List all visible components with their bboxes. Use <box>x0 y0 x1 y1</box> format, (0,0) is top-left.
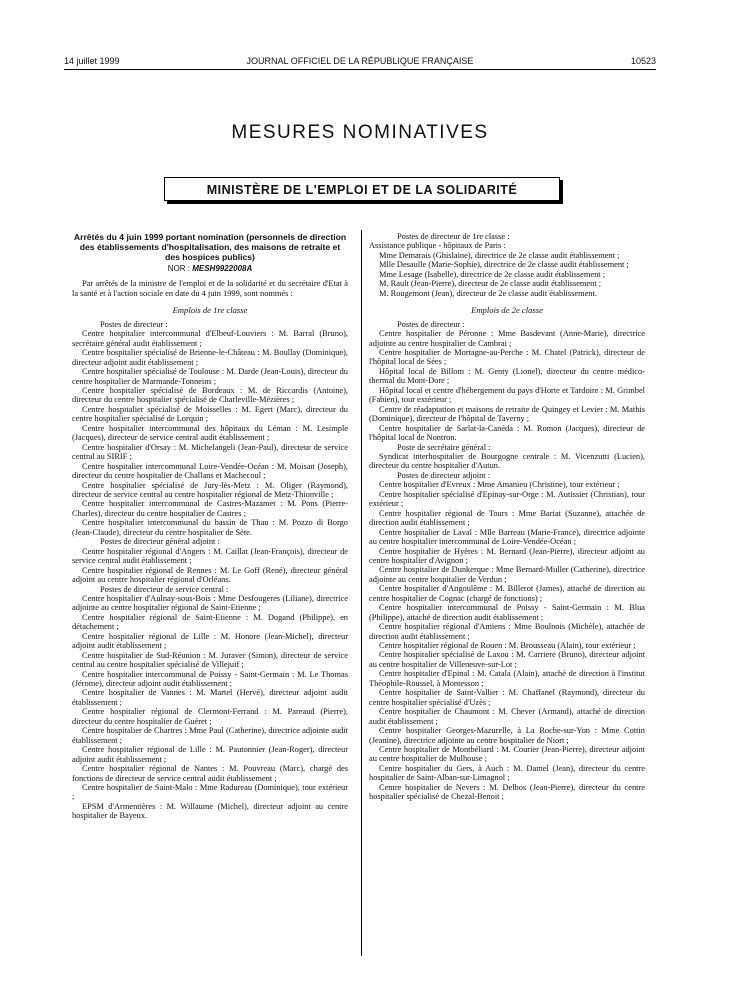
nomination-entry: Centre hospitalier de Laval : Mlle Barreau (Marie-France), directrice adjointe au centre hospitalier intercommunal de Loire-Vendée-Océan ; <box>369 527 645 547</box>
nomination-entry: Centre hospitalier régional de Rennes : M. Le Goff (René), directeur général adjoint au centre hospitalier régional d'Orléans. <box>72 565 348 585</box>
nomination-entry: Centre hospitalier spécialisé de Laxou : M. Carriere (Bruno), directeur adjoint au centre hospitalier de Villeneuve-sur-Lot ; <box>369 650 645 669</box>
header-journal-title: JOURNAL OFFICIEL DE LA RÉPUBLIQUE FRANÇAISE <box>246 56 474 66</box>
nomination-entry: Centre hospitalier spécialisé de Toulouse : M. Darde (Jean-Louis), directeur du centre hospitalier de Marmande-Tonneins ; <box>72 367 348 386</box>
entries-ap-hp <box>369 251 645 298</box>
subheading-directeur-service-central: Postes de directeur de service central : <box>100 584 229 594</box>
decree-intro: Par arrêtés de la ministre de l'emploi et de la solidarité et du secrétaire d'Etat à la santé et à l'action sociale en date du 4 juin 1999, sont nommés : <box>72 279 348 298</box>
nomination-entry: Centre hospitalier intercommunal de Castres-Mazamet : M. Pons (Pierre-Charles), directeur du centre hospitalier de Castres ; <box>72 499 348 518</box>
nomination-entry: Centre hospitalier intercommunal de Poissy - Saint-Germain : M. Le Thomas (Jérome), directeur adjoint audit établissement ; <box>72 669 348 689</box>
entries-directeur-adjoint <box>369 480 645 801</box>
nor-label: NOR : <box>167 264 190 273</box>
nomination-entry: Mlle Desaulle (Marie-Sophie), directrice de 2e classe audit établissement ; <box>379 260 629 270</box>
nomination-entry: Centre hospitalier intercommunal d'Elbeuf-Louviers : M. Barral (Bruno), secrétaire général audit établissement ; <box>72 329 348 348</box>
nomination-entry: Centre hospitalier de Vannes : M. Martel (Hervé), directeur adjoint audit établissement ; <box>72 688 348 707</box>
nomination-entry: Centre hospitalier de Sud-Réunion : M. Juraver (Simon), directeur de service central au centre hospitalier spécialisé de Villejuif ; <box>72 650 348 670</box>
entries-directeur-general-adjoint <box>72 547 348 585</box>
nomination-entry: Centre hospitalier intercommunal du bassin de Thau : M. Pozzo di Borgo (Jean-Claude), directeur du centre hospitalier de Sète. <box>72 518 348 537</box>
subheading-directeur-general-adjoint: Postes de directeur général adjoint : <box>100 537 220 547</box>
nomination-entry: Centre hospitalier de Péronne : Mme Basdevant (Anne-Marie), directrice adjointe au centre hospitalier de Cambrai ; <box>369 329 645 348</box>
nomination-entry: Centre hospitalier Georges-Mazurelle, à La Roche-sur-Yon : Mme Cottin (Jeanine), directrice adjointe au centre hospitalier de Niort ; <box>369 726 645 745</box>
nomination-entry: Mme Lesage (Isabelle), directrice de 2e classe audit établissement ; <box>379 269 606 279</box>
nomination-entry: Centre hospitalier régional de Saint-Etienne : M. Dugand (Philippe), en détachement ; <box>72 612 348 632</box>
nomination-entry: Centre hospitalier spécialisé de Moisselles : M. Egert (Marc), directeur du centre hospitalier spécialisé de Lorquin ; <box>72 404 348 424</box>
nomination-entry: Centre hospitalier intercommunal de Poissy - Saint-Germain : M. Blua (Philippe), attaché de direction audit établissement ; <box>369 603 645 622</box>
subheading-directeur: Postes de directeur : <box>100 319 168 329</box>
nomination-entry: Centre hospitalier de Hyères : M. Bernard (Jean-Pierre), directeur adjoint au centre hospitalier d'Avignon ; <box>369 546 645 565</box>
nomination-entry: Centre hospitalier régional d'Angers : M. Caillat (Jean-François), directeur de service central audit établissement ; <box>72 546 348 566</box>
nomination-entry: Centre hospitalier de Chartres : Mme Paul (Catherine), directrice adjointe audit établissement ; <box>72 726 348 745</box>
nomination-entry: Centre hospitalier de Saint-Malo : Mme Radureau (Dominique), tour extérieur ; <box>72 783 348 802</box>
nomination-entry: Centre hospitalier de Chaumont : M. Chever (Armand), attaché de direction audit établissement ; <box>369 707 645 726</box>
nomination-entry: EPSM d'Armentières : M. Willaume (Michel), directeur adjoint au centre hospitalier de Bayeux. <box>72 801 348 821</box>
nor-reference <box>72 264 348 273</box>
nomination-entry: Centre hospitalier d'Orsay : M. Michelangeli (Jean-Paul), directeur de service central au SIRIF ; <box>72 442 348 462</box>
subheading-secretaire-general: Poste de secrétaire général : <box>397 442 491 452</box>
nomination-entry: Centre hospitalier d'Evreux : Mme Amanieu (Christine), tour extérieur ; <box>379 480 620 490</box>
subheading-directeur-2e: Postes de directeur : <box>397 319 465 329</box>
ministry-banner: MINISTÈRE DE L'EMPLOI ET DE LA SOLIDARITÉ <box>164 177 560 201</box>
nomination-entry: Centre hospitalier de Saint-Vallier : M. Chaffanel (Raymond), directeur du centre hospitalier spécialisé d'Uzès ; <box>369 688 645 707</box>
nomination-entry: Centre hospitalier intercommunal des hôpitaux du Léman : M. Lesimple (Jacques), directeur de service central audit établissement ; <box>72 423 348 443</box>
ap-hp-label: Assistance publique - hôpitaux de Paris : <box>369 241 506 251</box>
nomination-entry: Centre hospitalier de Montbéliard : M. Courier (Jean-Pierre), directeur adjoint au centre hospitalier de Mulhouse ; <box>369 745 645 764</box>
nomination-entry: Hôpital local et centre d'hébergement du pays d'Horte et Tardoire : M. Grimbel (Fabien), tour extérieur ; <box>369 385 645 405</box>
nomination-entry: Centre hospitalier intercommunal Loire-Vendée-Océan : M. Moisan (Joseph), directeur du centre hospitalier de Challans et Machecoul ; <box>72 461 348 481</box>
nomination-entry: Centre hospitalier spécialisé de Jury-lès-Metz : M. Oliger (Raymond), directeur de service central au centre hospitalier régional de Metz-Thionville ; <box>72 480 348 499</box>
decree-title: Arrêtés du 4 juin 1999 portant nomination (personnels de direction des établissements d'hospitalisation, des maisons de retraite et des hospices publics) <box>73 232 347 262</box>
nomination-entry: Centre hospitalier régional de Lille : M. Pautonnier (Jean-Roger), directeur adjoint audit établissement ; <box>72 745 348 764</box>
nomination-entry: Mme Demarais (Ghislaine), directrice de 2e classe audit établissement ; <box>379 250 620 260</box>
page-header <box>64 56 656 68</box>
entries-directeur <box>72 329 348 537</box>
nomination-entry: Centre hospitalier de Nevers : M. Delbos (Jean-Pierre), directeur du centre hospitalier spécialisé de Chezal-Benoit ; <box>369 782 645 802</box>
column-divider <box>361 230 362 956</box>
entries-secretaire-general <box>369 452 645 471</box>
heading-emplois-1re-classe: Emplois de 1re classe <box>172 305 248 316</box>
nomination-entry: Centre hospitalier d'Aulnay-sous-Bois : Mme Desfougeres (Liliane), directrice adjointe au centre hospitalier régional de Saint-Etienne ; <box>72 593 348 613</box>
nomination-entry: Centre hospitalier de Mortagne-au-Perche : M. Chatel (Patrick), directeur de l'hôpital local de Sées ; <box>369 347 645 367</box>
subheading-directeur-adjoint: Postes de directeur adjoint : <box>397 470 491 480</box>
nomination-entry: Centre hospitalier spécialisé de Brienne-le-Château : M. Boullay (Dominique), directeur adjoint audit établissement ; <box>72 348 348 367</box>
nomination-entry: Centre hospitalier spécialisé de Bordeaux : M. de Riccardis (Antoine), directeur du centre hospitalier spécialisé de Charleville-Mézières ; <box>72 385 348 405</box>
nomination-entry: Centre hospitalier d'Angoulême : M. Billerot (James), attaché de direction au centre hospitalier de Cognac (chargé de fonctions) ; <box>369 584 645 603</box>
nomination-entry: Centre hospitalier régional de Clermont-Ferrand : M. Pareaud (Pierre), directeur du centre hospitalier de Guéret ; <box>72 707 348 726</box>
header-page-number: 10523 <box>630 56 656 66</box>
nomination-entry: Centre hospitalier spécialisé d'Epinay-sur-Orge : M. Autissier (Christian), tour extérieur ; <box>369 489 645 509</box>
nomination-entry: Syndicat interhospitalier de Bourgogne centrale : M. Vicenzutti (Lucien), directeur du centre hospitalier d'Autun. <box>369 451 645 471</box>
header-rule <box>64 69 656 70</box>
nomination-entry: Hôpital local de Billom : M. Genty (Lionel), directeur du centre médico-thermal du Mont-Dore ; <box>369 366 645 386</box>
nomination-entry: Centre hospitalier de Dunkerque : Mme Bernard-Muller (Catherine), directrice adjointe au centre hospitalier de Verdun ; <box>369 565 645 584</box>
nor-code: MESH9922008A <box>192 264 253 273</box>
nomination-entry: Centre hospitalier régional de Tours : Mme Bariat (Suzanne), attachée de direction audit établissement ; <box>369 508 645 528</box>
nomination-entry: Centre hospitalier régional d'Amiens : Mme Boulnois (Michèle), attachée de direction audit établissement ; <box>369 622 645 641</box>
nomination-entry: Centre hospitalier régional de Nantes : M. Pouvreau (Marc), chargé des fonctions de directeur de service central audit établissement ; <box>72 764 348 783</box>
header-date: 14 juillet 1999 <box>64 56 120 66</box>
entries-directeur-2e <box>369 329 645 442</box>
nomination-entry: Centre hospitalier régional de Lille : M. Honore (Jean-Michel), directeur adjoint audit établissement ; <box>72 631 348 651</box>
left-column <box>72 232 348 821</box>
entries-directeur-service-central <box>72 594 348 821</box>
subheading-directeur-1re-classe: Postes de directeur de 1re classe : <box>397 232 510 241</box>
right-column <box>369 232 645 802</box>
nomination-entry: Centre hospitalier d'Epinal : M. Catala (Alain), attaché de direction à l'institut Théophile-Roussel, à Montesson ; <box>369 669 645 688</box>
section-title: MESURES NOMINATIVES <box>231 122 489 143</box>
nomination-entry: Centre de réadaptation et maisons de retraite de Quingey et Levier : M. Mathis (Dominique), directeur de l'hôpital de Taverny ; <box>369 404 645 424</box>
nomination-entry: M. Rault (Jean-Pierre), directeur de 2e classe audit établissement ; <box>379 279 602 289</box>
nomination-entry: Centre hospitalier du Gers, à Auch : M. Damel (Jean), directeur du centre hospitalier de Saint-Alban-sur-Limagnol ; <box>369 763 645 783</box>
heading-emplois-2e-classe: Emplois de 2e classe <box>471 305 543 316</box>
nomination-entry: M. Rougemont (Jean), directeur de 2e classe audit établissement. <box>379 288 597 298</box>
nomination-entry: Centre hospitalier régional de Rouen : M. Brousseau (Alain), tour extérieur ; <box>379 641 636 651</box>
nomination-entry: Centre hospitalier de Sarlat-la-Canéda : M. Romon (Jacques), directeur de l'hôpital local de Nontron. <box>369 423 645 443</box>
